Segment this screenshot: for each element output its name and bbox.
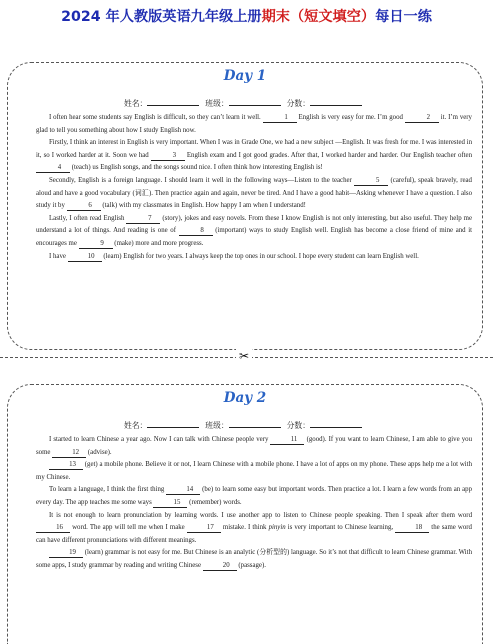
day1-passage [36,112,472,263]
page-title [0,6,493,26]
blank-10[interactable]: 10 [68,253,102,262]
day2-info-row [8,419,482,431]
score-label: 分数： [286,99,311,108]
day1-paragraph-4: Lastly, I often read English 7 (story), jokes and easy novels. From these I know English is not only interesting, but also useful. They help me understand a lot of things. And reading is one of 8 (important) ways to study English well. English has become a close friend of mine and it encourages me 9 (make) more and more progress. [36,214,473,247]
day2-passage [36,434,472,573]
blank-20[interactable]: 20 [203,562,237,571]
blank-19[interactable]: 19 [49,549,83,558]
blank-6[interactable]: 6 [67,202,101,211]
day2-paragraph-5: 19 (learn) grammar is not easy for me. But Chinese is an analytic (分析型的) language. So it’s not that difficult to learn Chinese grammar. With some apps, I study grammar by reading and writing Chinese 20 (passage). [36,549,472,569]
score-blank[interactable] [310,419,362,428]
blank-17[interactable]: 17 [187,524,221,533]
day1-paragraph-2: Firstly, I think an interest in English is very important. When I was in Grade One, we had a new subject —English. It was fresh for me. I was interested in it, so I worked harder at it. Soon we had 3 English exam and I got good grades. After that, I worked harder and harder. Our English teacher often 4 (teach) us English songs, and the songs sound nice. I often think how interesting English is! [36,139,473,172]
blank-11[interactable]: 11 [270,436,304,445]
blank-16[interactable]: 16 [36,524,70,533]
day1-paragraph-1: I often hear some students say English is difficult, so they can’t learn it well. 1 English is very easy for me. I’m good 2 it. I’m very glad to tell you something about how I study English now. [36,114,472,134]
blank-5[interactable]: 5 [354,177,388,186]
score-blank[interactable] [310,97,362,106]
blank-9[interactable]: 9 [79,240,113,249]
day2-title: Day 2 [223,390,267,406]
title-part-1: 2024 年人教版英语九年级上册 [61,9,262,25]
scissors-icon: ✂ [236,349,252,363]
day1-title: Day 1 [223,68,267,84]
class-blank[interactable] [229,97,281,106]
name-label: 姓名： [123,421,148,430]
name-blank[interactable] [147,419,199,428]
title-part-3: 每日一练 [375,9,432,25]
class-label: 班级： [205,421,229,430]
title-part-2: 期末（短文填空） [261,9,376,25]
day1-paragraph-3: Secondly, English is a foreign language. I should learn it well in the following ways—Listen to the teacher 5 (careful), speak bravely, read aloud and have a good vocabulary (词汇). Then practice again and again, never be tired. And I have a good habit—Asking whenever I have a question. I also study it by 6 (talk) with my classmates in English. How happy I am when I understand! [36,176,472,210]
score-label: 分数： [286,421,311,430]
class-blank[interactable] [229,419,281,428]
day2-paragraph-3: To learn a language, I think the first thing 14 (be) to learn some easy but important words. Then practice a lot. I learn a few words from an app every day. The app teaches me some ways 15 (remember) words. [36,486,472,506]
name-blank[interactable] [147,97,199,106]
blank-12[interactable]: 12 [52,449,86,458]
day2-paragraph-4: It is not enough to learn pronunciation by learning words. I use another app to listen to Chinese people speaking. Then I speak after them word 16 word. The app will tell me when I make 17 mistake. I think pinyin is very important to Chinese learning, 18 the same word can have different pronunciations with different meanings. [36,511,472,544]
pinyin-word: pinyin [268,524,286,532]
blank-18[interactable]: 18 [395,524,429,533]
blank-8[interactable]: 8 [179,227,213,236]
blank-2[interactable]: 2 [405,114,439,123]
day1-section [7,62,483,350]
blank-1[interactable]: 1 [263,114,297,123]
blank-15[interactable]: 15 [153,499,187,508]
day2-paragraph-1: I started to learn Chinese a year ago. Now I can talk with Chinese people very 11 (good). If you want to learn Chinese, I am able to give you some 12 (advise). [36,436,472,456]
blank-13[interactable]: 13 [49,461,83,470]
blank-7[interactable]: 7 [126,215,160,224]
day1-info-row [8,97,482,109]
blank-14[interactable]: 14 [166,486,200,495]
day2-paragraph-2: 13 (get) a mobile phone. Believe it or not, I learn Chinese with a mobile phone. I have a lot of apps on my phone. These apps help me a lot with my Chinese. [36,461,472,481]
blank-3[interactable]: 3 [151,152,185,161]
class-label: 班级： [205,99,229,108]
blank-4[interactable]: 4 [36,164,70,173]
day1-paragraph-5: I have 10 (learn) English for two years. I always keep the top ones in our school. I hope every student can learn English well. [49,252,419,260]
day2-section [7,384,483,644]
name-label: 姓名： [123,99,148,108]
